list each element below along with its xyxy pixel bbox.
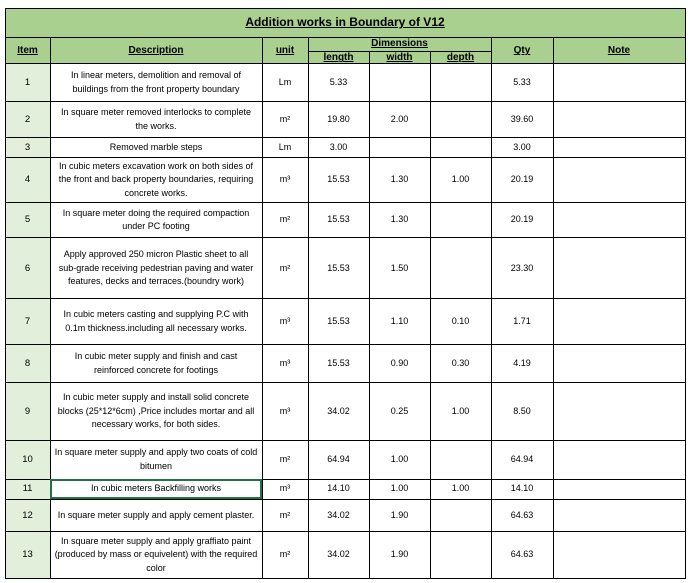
cell-qty[interactable]: 64.94 [491, 440, 553, 479]
cell-unit[interactable]: m² [262, 102, 308, 138]
header-width[interactable]: width [369, 51, 430, 64]
header-description[interactable]: Description [50, 38, 262, 64]
sheet-title[interactable]: Addition works in Boundary of V12 [5, 8, 685, 37]
cell-length[interactable]: 34.02 [308, 383, 369, 441]
cell-depth[interactable]: 0.10 [430, 299, 491, 345]
table-row [0, 345, 688, 383]
header-note[interactable]: Note [553, 38, 685, 64]
cell-note[interactable] [553, 238, 685, 299]
cell-width[interactable]: 1.50 [369, 238, 430, 299]
cell-length[interactable]: 15.53 [308, 345, 369, 383]
cell-description[interactable]: In square meter supply and apply graffiato paint (produced by mass or equivelent) with the required color [50, 532, 262, 579]
cell-length[interactable]: 64.94 [308, 440, 369, 479]
cell-item[interactable]: 4 [5, 157, 50, 202]
cell-length[interactable]: 14.10 [308, 479, 369, 499]
table-row [0, 499, 688, 532]
cell-note[interactable] [553, 479, 685, 499]
cell-qty[interactable]: 14.10 [491, 479, 553, 499]
cell-item[interactable]: 12 [5, 499, 50, 532]
cell-width[interactable]: 0.25 [369, 383, 430, 441]
cell-item[interactable]: 7 [5, 299, 50, 345]
cell-note[interactable] [553, 383, 685, 441]
cell-item[interactable]: 2 [5, 102, 50, 138]
cell-length[interactable]: 15.53 [308, 238, 369, 299]
header-qty[interactable]: Qty [491, 38, 553, 64]
cell-width[interactable]: 1.90 [369, 499, 430, 532]
table-row [0, 532, 688, 579]
cell-width[interactable]: 1.30 [369, 157, 430, 202]
cell-qty[interactable]: 3.00 [491, 137, 553, 157]
cell-unit[interactable]: Lm [262, 137, 308, 157]
cell-unit[interactable]: m² [262, 238, 308, 299]
header-depth[interactable]: depth [430, 51, 491, 64]
cell-note[interactable] [553, 157, 685, 202]
cell-width[interactable]: 1.90 [369, 532, 430, 579]
cell-width[interactable]: 1.00 [369, 479, 430, 499]
header-dimensions[interactable]: Dimensions [308, 38, 491, 52]
cell-note[interactable] [553, 532, 685, 579]
table-row [0, 238, 688, 299]
top-margin [0, 0, 688, 8]
bottom-margin [0, 579, 688, 583]
table-row [0, 299, 688, 345]
header-unit[interactable]: unit [262, 38, 308, 64]
cell-depth[interactable] [430, 202, 491, 238]
cell-note[interactable] [553, 202, 685, 238]
table-row [0, 157, 688, 202]
cell-depth[interactable] [430, 102, 491, 138]
cell-depth[interactable] [430, 440, 491, 479]
cell-note[interactable] [553, 299, 685, 345]
cell-note[interactable] [553, 499, 685, 532]
cell-depth[interactable]: 1.00 [430, 383, 491, 441]
cell-length[interactable]: 34.02 [308, 532, 369, 579]
cell-description[interactable]: In square meter removed interlocks to complete the works. [50, 102, 262, 138]
cell-description[interactable]: In linear meters, demolition and removal of buildings from the front property boundary [50, 64, 262, 102]
cell-item[interactable]: 9 [5, 383, 50, 441]
table-row [0, 102, 688, 138]
cell-item[interactable]: 11 [5, 479, 50, 499]
cell-width[interactable]: 0.90 [369, 345, 430, 383]
cell-length[interactable]: 15.53 [308, 299, 369, 345]
cell-description[interactable]: In square meter doing the required compaction under PC footing [50, 202, 262, 238]
cell-depth[interactable] [430, 532, 491, 579]
header-length[interactable]: length [308, 51, 369, 64]
cell-qty[interactable]: 39.60 [491, 102, 553, 138]
cell-description[interactable]: In square meter supply and apply cement plaster. [50, 499, 262, 532]
cell-qty[interactable]: 23.30 [491, 238, 553, 299]
cell-unit[interactable]: m² [262, 202, 308, 238]
cell-qty[interactable]: 20.19 [491, 202, 553, 238]
cell-item[interactable]: 8 [5, 345, 50, 383]
cell-note[interactable] [553, 64, 685, 102]
cell-note[interactable] [553, 137, 685, 157]
cell-description[interactable]: In cubic meters Backfilling works [50, 479, 262, 499]
cell-depth[interactable] [430, 238, 491, 299]
cell-depth[interactable]: 1.00 [430, 157, 491, 202]
cell-qty[interactable]: 64.63 [491, 532, 553, 579]
cell-description[interactable]: In cubic meter supply and install solid concrete blocks (25*12*6cm) ,Price includes mortar and all necessary works, for both sides. [50, 383, 262, 441]
cell-unit[interactable]: m² [262, 499, 308, 532]
cell-item[interactable]: 10 [5, 440, 50, 479]
cell-note[interactable] [553, 440, 685, 479]
cell-item[interactable]: 6 [5, 238, 50, 299]
cell-qty[interactable]: 8.50 [491, 383, 553, 441]
cell-item[interactable]: 5 [5, 202, 50, 238]
cell-length[interactable]: 19.80 [308, 102, 369, 138]
cell-qty[interactable]: 4.19 [491, 345, 553, 383]
cell-width[interactable]: 1.00 [369, 440, 430, 479]
cell-qty[interactable]: 20.19 [491, 157, 553, 202]
cell-unit[interactable]: m³ [262, 299, 308, 345]
cell-depth[interactable]: 0.30 [430, 345, 491, 383]
table-row [0, 202, 688, 238]
cell-length[interactable]: 34.02 [308, 499, 369, 532]
cell-qty[interactable]: 64.63 [491, 499, 553, 532]
cell-qty[interactable]: 1.71 [491, 299, 553, 345]
cell-length[interactable]: 15.53 [308, 157, 369, 202]
cell-unit[interactable]: m³ [262, 345, 308, 383]
cell-width[interactable] [369, 64, 430, 102]
cell-description[interactable]: Removed marble steps [50, 137, 262, 157]
cell-depth[interactable] [430, 64, 491, 102]
cell-description[interactable]: In cubic meters excavation work on both sides of the front and back property boundaries, requiring concrete works. [50, 157, 262, 202]
cell-unit[interactable]: m² [262, 440, 308, 479]
cell-description[interactable]: In cubic meter supply and finish and cast reinforced concrete for footings [50, 345, 262, 383]
cell-note[interactable] [553, 102, 685, 138]
cell-unit[interactable]: Lm [262, 64, 308, 102]
table-row [0, 383, 688, 441]
table-row [0, 64, 688, 102]
cell-depth[interactable] [430, 137, 491, 157]
left-margin [0, 51, 5, 64]
cell-item[interactable]: 3 [5, 137, 50, 157]
cell-description[interactable]: Apply approved 250 micron Plastic sheet to all sub-grade receiving pedestrian paving and water features, decks and terraces.(boundry work) [50, 238, 262, 299]
table-row [0, 440, 688, 479]
cell-length[interactable]: 5.33 [308, 64, 369, 102]
table-row [0, 137, 688, 157]
cell-description[interactable]: In cubic meters casting and supplying P.C with 0.1m thickness.including all necessary works. [50, 299, 262, 345]
cell-description[interactable]: In square meter supply and apply two coats of cold bitumen [50, 440, 262, 479]
cell-length[interactable]: 15.53 [308, 202, 369, 238]
cell-width[interactable] [369, 137, 430, 157]
cell-qty[interactable]: 5.33 [491, 64, 553, 102]
cell-depth[interactable]: 1.00 [430, 479, 491, 499]
cell-unit[interactable]: m² [262, 532, 308, 579]
cell-item[interactable]: 13 [5, 532, 50, 579]
cell-length[interactable]: 3.00 [308, 137, 369, 157]
cell-width[interactable]: 1.10 [369, 299, 430, 345]
cell-unit[interactable]: m³ [262, 383, 308, 441]
table-body [0, 64, 688, 579]
cell-width[interactable]: 1.30 [369, 202, 430, 238]
cell-note[interactable] [553, 345, 685, 383]
cell-item[interactable]: 1 [5, 64, 50, 102]
cell-unit[interactable]: m³ [262, 157, 308, 202]
header-item[interactable]: Item [5, 38, 50, 64]
cell-depth[interactable] [430, 499, 491, 532]
cell-unit[interactable]: m³ [262, 479, 308, 499]
table-row [0, 479, 688, 499]
cell-width[interactable]: 2.00 [369, 102, 430, 138]
